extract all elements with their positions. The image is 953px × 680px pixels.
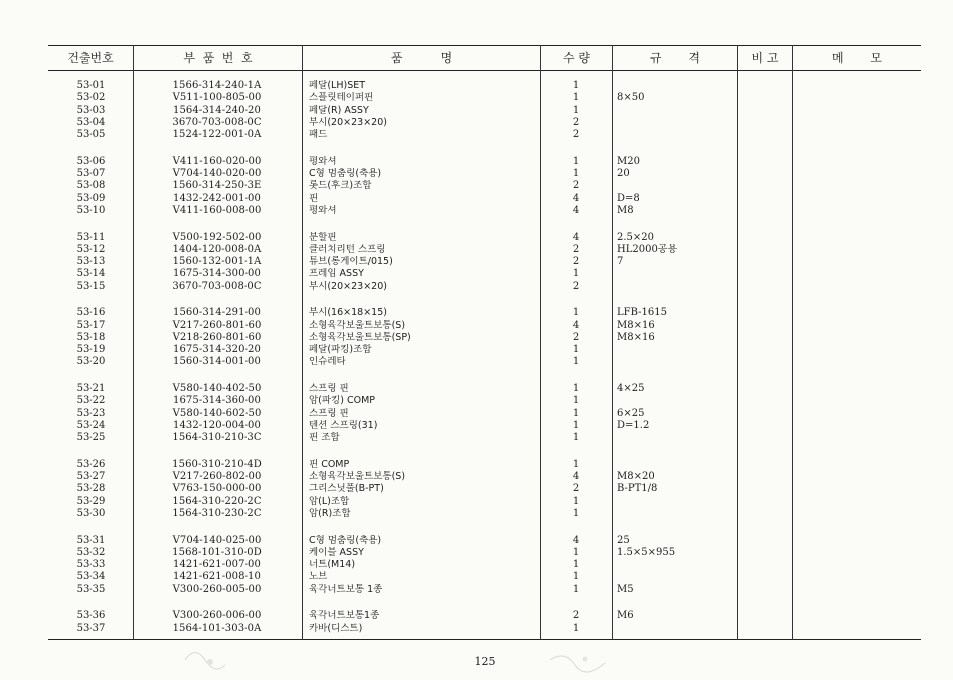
row-number: 53-21	[76, 383, 106, 394]
header-qty: 수 량	[563, 51, 590, 65]
table-row	[0, 356, 953, 368]
specification: D=8	[617, 192, 640, 204]
part-name: 페달(파킹)조합	[309, 344, 372, 355]
table-row	[0, 156, 953, 168]
part-name: 부시(20×23×20)	[309, 280, 387, 292]
table-row	[0, 610, 953, 622]
row-number: 53-26	[76, 458, 106, 470]
row-number: 53-31	[76, 534, 106, 546]
table-top-rule	[48, 45, 921, 46]
specification: 25	[617, 534, 630, 546]
part-name: 핀	[309, 192, 319, 204]
table-row	[0, 105, 953, 117]
specification	[617, 432, 737, 444]
quantity: 4	[572, 319, 580, 331]
part-number: 1432-242-001-00	[173, 192, 261, 204]
quantity: 1	[572, 155, 580, 167]
part-name: 프레임 ASSY	[309, 268, 364, 280]
table-row	[0, 129, 953, 141]
part-name: 부시(16×18×15)	[309, 307, 387, 319]
part-name: 핀 COMP	[309, 458, 350, 470]
specification: M5	[617, 583, 634, 595]
row-number: 53-28	[76, 483, 106, 495]
quantity: 1	[572, 571, 580, 583]
row-number: 53-24	[76, 419, 106, 431]
table-row	[0, 584, 953, 596]
specification: LFB-1615	[617, 307, 667, 319]
row-number: 53-30	[76, 507, 106, 519]
specification: M8	[617, 204, 634, 216]
page-number: 125	[474, 655, 496, 668]
table-row	[0, 471, 953, 483]
row-number: 53-35	[76, 583, 106, 595]
part-name: 패드	[309, 129, 328, 140]
part-number: V300-260-005-00	[172, 583, 262, 595]
quantity: 1	[572, 395, 580, 407]
header-bottom-rule	[48, 70, 921, 71]
row-number: 53-37	[76, 622, 106, 634]
part-name: 스플릿테이퍼핀	[309, 92, 374, 104]
specification	[617, 496, 737, 508]
row-number: 53-10	[76, 204, 106, 216]
quantity: 2	[572, 243, 580, 255]
part-name: 클러치리턴 스프링	[309, 243, 386, 255]
part-number: 1560-314-250-3E	[172, 180, 262, 192]
row-number: 53-23	[76, 407, 106, 419]
row-number: 53-14	[76, 268, 106, 280]
table-row	[0, 432, 953, 444]
row-number: 53-19	[76, 344, 106, 355]
quantity: 1	[572, 507, 580, 519]
quantity: 4	[572, 231, 580, 243]
part-number: 1560-314-001-00	[173, 356, 261, 368]
part-number: V511-100-805-00	[172, 92, 262, 104]
specification: HL2000공용	[617, 243, 678, 255]
part-number: V580-140-602-50	[172, 407, 262, 419]
row-number: 53-15	[76, 280, 106, 292]
header-spec: 규 격	[650, 51, 700, 65]
quantity: 4	[572, 534, 580, 546]
part-number: V704-140-020-00	[172, 168, 262, 179]
part-number: 1564-101-303-0A	[172, 622, 262, 634]
quantity: 1	[572, 419, 580, 431]
part-name: 노브	[309, 571, 328, 583]
specification	[617, 508, 737, 520]
specification	[617, 117, 737, 129]
header-memo: 메 모	[832, 51, 882, 65]
part-number: V218-260-801-60	[172, 331, 262, 343]
row-number: 53-16	[76, 307, 106, 319]
specification	[617, 559, 737, 571]
table-row	[0, 547, 953, 559]
specification	[617, 344, 737, 356]
row-number: 53-07	[76, 168, 106, 179]
part-number: 3670-703-008-0C	[172, 116, 262, 128]
part-number: 1675-314-320-20	[173, 344, 261, 355]
specification: 7	[617, 256, 624, 267]
part-name: 핀 조합	[309, 432, 340, 443]
part-number: 1568-101-310-0D	[172, 546, 262, 558]
part-number: V500-192-502-00	[172, 231, 262, 243]
table-row	[0, 80, 953, 92]
part-number: 1421-621-007-00	[173, 559, 261, 570]
table-row	[0, 571, 953, 583]
part-number: V411-160-020-00	[172, 155, 262, 167]
specification: D=1.2	[617, 419, 650, 431]
table-row	[0, 256, 953, 268]
table-row	[0, 383, 953, 395]
part-number: 1564-310-210-3C	[172, 432, 262, 443]
part-number: 1564-310-220-2C	[172, 495, 262, 507]
row-number: 53-04	[76, 116, 106, 128]
table-row	[0, 307, 953, 319]
part-number: 1566-314-240-1A	[172, 80, 262, 91]
specification	[617, 180, 737, 192]
row-number: 53-08	[76, 180, 106, 192]
specification: 4×25	[617, 383, 645, 394]
specification	[617, 356, 737, 368]
part-number: V580-140-402-50	[172, 383, 262, 394]
part-name: C형 멈춤링(축용)	[309, 534, 382, 546]
part-number: 1524-122-001-0A	[172, 129, 262, 140]
specification: M8×16	[617, 319, 655, 331]
table-row	[0, 180, 953, 192]
part-name: 롯드(후크)조합	[309, 180, 372, 192]
quantity: 1	[572, 583, 580, 595]
part-name: 인슈레타	[309, 356, 346, 368]
table-row	[0, 483, 953, 495]
part-name: 튜브(롱게이트/015)	[309, 256, 393, 267]
specification	[617, 129, 737, 141]
table-row	[0, 420, 953, 432]
part-number: 1560-132-001-1A	[172, 256, 262, 267]
part-number: 1421-621-008-10	[173, 571, 261, 583]
row-number: 53-06	[76, 155, 106, 167]
header-name: 품 명	[390, 51, 453, 65]
quantity: 1	[572, 622, 580, 634]
part-number: 1560-310-210-4D	[172, 458, 262, 470]
table-row	[0, 559, 953, 571]
quantity: 1	[572, 104, 580, 116]
specification: M20	[617, 155, 640, 167]
specification: 8×50	[617, 92, 645, 104]
part-name: 육각너트보통 1종	[309, 583, 383, 595]
specification	[617, 571, 737, 583]
quantity: 2	[572, 180, 580, 192]
quantity: 2	[572, 256, 580, 267]
part-name: 케이블 ASSY	[309, 546, 364, 558]
row-number: 53-29	[76, 495, 106, 507]
part-number: 1404-120-008-0A	[172, 243, 262, 255]
scan-smudge	[180, 640, 240, 675]
quantity: 2	[572, 610, 580, 622]
part-name: 소형육각보울트보통(SP)	[309, 331, 411, 343]
part-name: 암(파킹) COMP	[309, 395, 375, 407]
table-row	[0, 232, 953, 244]
part-name: 스프링 핀	[309, 383, 349, 394]
specification: 2.5×20	[617, 231, 655, 243]
table-row	[0, 268, 953, 280]
specification	[617, 80, 737, 92]
table-row	[0, 332, 953, 344]
quantity: 2	[572, 280, 580, 292]
table-row	[0, 117, 953, 129]
part-number: 1432-120-004-00	[173, 419, 261, 431]
quantity: 1	[572, 80, 580, 91]
quantity: 4	[572, 204, 580, 216]
row-number: 53-27	[76, 471, 106, 482]
table-row	[0, 535, 953, 547]
row-number: 53-36	[76, 610, 106, 622]
part-number: V763-150-000-00	[172, 483, 262, 495]
part-name: 페달(LH)SET	[309, 80, 366, 91]
table-row	[0, 623, 953, 635]
quantity: 1	[572, 307, 580, 319]
table-row	[0, 205, 953, 217]
quantity: 1	[572, 344, 580, 355]
row-number: 53-12	[76, 243, 106, 255]
row-number: 53-01	[76, 80, 106, 91]
header-no: 건출번호	[67, 51, 114, 65]
quantity: 2	[572, 116, 580, 128]
specification: B-PT1/8	[617, 483, 658, 495]
quantity: 1	[572, 92, 580, 104]
part-name: 분할핀	[309, 231, 337, 243]
specification: M8×16	[617, 331, 655, 343]
part-number: V411-160-008-00	[172, 204, 262, 216]
part-number: V217-260-802-00	[172, 471, 262, 482]
quantity: 1	[572, 383, 580, 394]
part-number: 3670-703-008-0C	[172, 280, 262, 292]
part-name: 암(R)조합	[309, 507, 351, 519]
specification: 6×25	[617, 407, 645, 419]
part-number: 1675-314-360-00	[173, 395, 261, 407]
row-number: 53-20	[76, 356, 106, 368]
scan-smudge	[545, 645, 615, 675]
specification	[617, 459, 737, 471]
quantity: 1	[572, 432, 580, 443]
part-name: 암(L)조합	[309, 495, 350, 507]
part-name: 텐션 스프링(31)	[309, 419, 378, 431]
part-number: 1564-314-240-20	[173, 104, 261, 116]
part-name: 스프링 핀	[309, 407, 349, 419]
part-number: 1564-310-230-2C	[172, 507, 262, 519]
row-number: 53-02	[76, 92, 106, 104]
row-number: 53-22	[76, 395, 106, 407]
specification	[617, 395, 737, 407]
quantity: 1	[572, 458, 580, 470]
specification: M8×20	[617, 471, 655, 482]
quantity: 2	[572, 331, 580, 343]
part-number: V217-260-801-60	[172, 319, 262, 331]
part-name: 그리스닛풀(B-PT)	[309, 483, 384, 495]
header-note: 비 고	[751, 51, 779, 65]
quantity: 2	[572, 483, 580, 495]
part-number: V300-260-006-00	[172, 610, 262, 622]
part-number: 1675-314-300-00	[173, 268, 261, 280]
row-number: 53-11	[76, 231, 106, 243]
part-name: 육각너트보통1종	[309, 610, 380, 622]
quantity: 1	[572, 495, 580, 507]
specification	[617, 281, 737, 293]
row-number: 53-25	[76, 432, 106, 443]
table-row	[0, 320, 953, 332]
row-number: 53-05	[76, 129, 106, 140]
quantity: 1	[572, 168, 580, 179]
quantity: 1	[572, 268, 580, 280]
quantity: 1	[572, 356, 580, 368]
row-number: 53-13	[76, 256, 106, 267]
specification: 1.5×5×955	[617, 546, 676, 558]
specification: M6	[617, 610, 634, 622]
specification: 20	[617, 168, 630, 179]
table-row	[0, 395, 953, 407]
part-number: V704-140-025-00	[172, 534, 262, 546]
row-number: 53-33	[76, 559, 106, 570]
table-row	[0, 496, 953, 508]
table-row	[0, 408, 953, 420]
specification	[617, 623, 737, 635]
part-name: 평와셔	[309, 155, 337, 167]
part-name: C형 멈춤링(축용)	[309, 168, 382, 179]
part-name: 페달(R) ASSY	[309, 104, 369, 116]
table-row	[0, 168, 953, 180]
quantity: 1	[572, 559, 580, 570]
part-number: 1560-314-291-00	[173, 307, 261, 319]
part-name: 소형육각보울트보통(S)	[309, 471, 406, 482]
table-row	[0, 281, 953, 293]
row-number: 53-09	[76, 192, 106, 204]
table-row	[0, 508, 953, 520]
header-part-no: 부 품 번 호	[183, 51, 253, 65]
specification	[617, 268, 737, 280]
table-row	[0, 92, 953, 104]
part-name: 너트(M14)	[309, 559, 356, 570]
specification	[617, 105, 737, 117]
quantity: 4	[572, 192, 580, 204]
row-number: 53-03	[76, 104, 106, 116]
quantity: 2	[572, 129, 580, 140]
part-name: 소형육각보울트보통(S)	[309, 319, 406, 331]
part-name: 카바(디스트)	[309, 622, 363, 634]
table-row	[0, 193, 953, 205]
quantity: 1	[572, 546, 580, 558]
row-number: 53-18	[76, 331, 106, 343]
quantity: 1	[572, 407, 580, 419]
row-number: 53-34	[76, 571, 106, 583]
table-row	[0, 459, 953, 471]
quantity: 4	[572, 471, 580, 482]
table-row	[0, 344, 953, 356]
table-row	[0, 244, 953, 256]
row-number: 53-32	[76, 546, 106, 558]
part-name: 부시(20×23×20)	[309, 116, 387, 128]
row-number: 53-17	[76, 319, 106, 331]
table-bottom-rule	[48, 639, 921, 640]
part-name: 평와셔	[309, 204, 337, 216]
